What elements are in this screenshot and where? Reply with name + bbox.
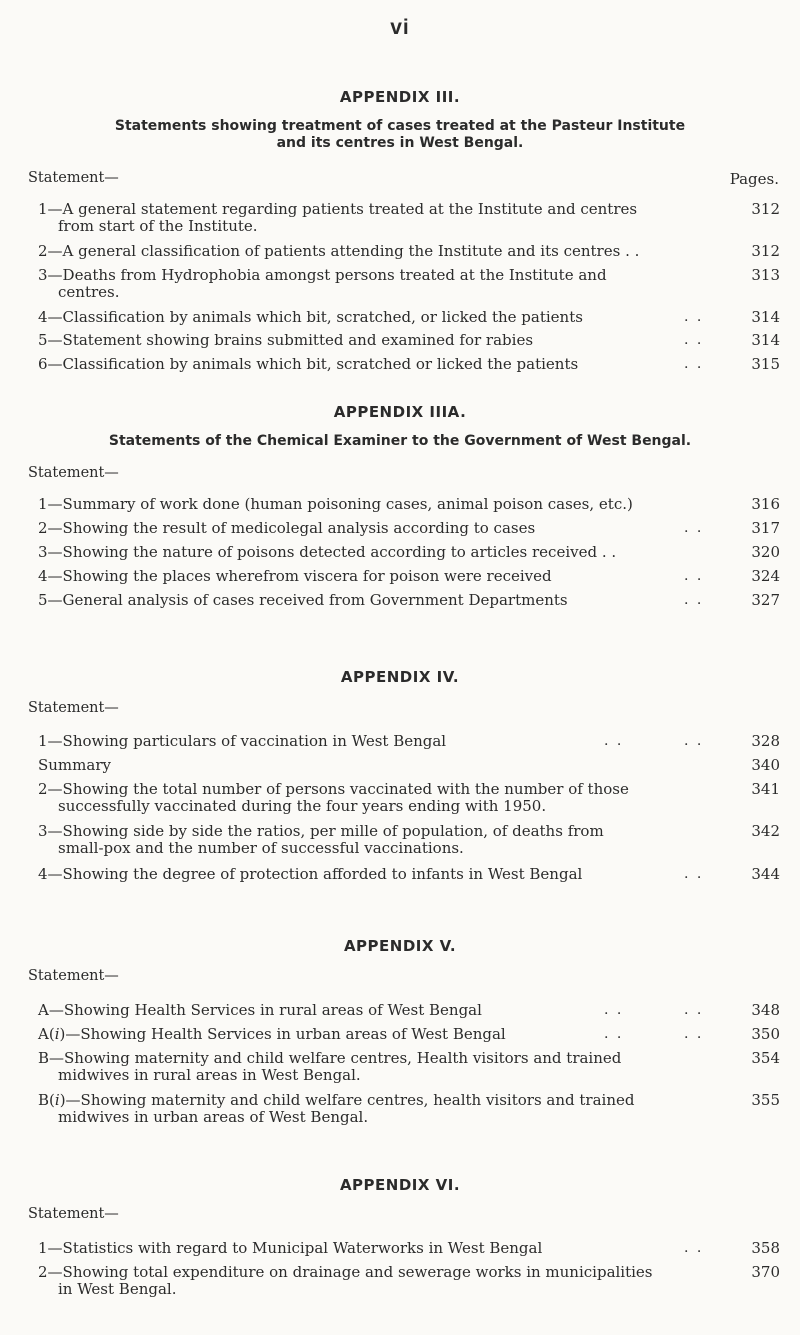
- appendix-iiia-statement-label: Statement—: [28, 465, 119, 481]
- appendix-vi-entry-2: 2—Showing total expenditure on drainage and sewerage works in municipalities in West Bengal. 370: [38, 1263, 780, 1298]
- appendix-vi-title: APPENDIX VI.: [339, 1176, 461, 1194]
- appendix-iiia-subtitle: Statements of the Chemical Examiner to the Government of West Bengal.: [108, 433, 692, 449]
- page-number: 350: [751, 1025, 780, 1043]
- page-number: 348: [751, 1001, 780, 1019]
- appendix-iii-subtitle-1: Statements showing treatment of cases treated at the Pasteur Institute: [114, 118, 686, 134]
- page-number: 341: [751, 780, 780, 798]
- appendix-iiia-title: APPENDIX IIIA.: [333, 403, 467, 421]
- appendix-vi-entry-1: 1—Statistics with regard to Municipal Waterworks in West Bengal . . 358: [38, 1239, 780, 1257]
- pages-header: Pages.: [729, 170, 779, 188]
- appendix-iii-subtitle-2: and its centres in West Bengal.: [276, 135, 524, 151]
- appendix-vi-statement-label: Statement—: [28, 1206, 119, 1222]
- appendix-v-title: APPENDIX V.: [343, 937, 457, 955]
- appendix-iv-entry-1: 1—Showing particulars of vaccination in West Bengal . . . . 328: [38, 732, 780, 750]
- appendix-iiia-entry-5: 5—General analysis of cases received from Government Departments . . 327: [38, 591, 780, 609]
- appendix-iiia-entry-3: 3—Showing the nature of poisons detected according to articles received . . 320: [38, 543, 780, 561]
- page-number: 312: [751, 242, 780, 260]
- appendix-iv-entry-4: 4—Showing the degree of protection afforded to infants in West Bengal . . 344: [38, 865, 780, 883]
- appendix-iii-entry-6: 6—Classification by animals which bit, scratched or licked the patients . . 315: [38, 355, 780, 373]
- page-number: 314: [751, 331, 780, 349]
- appendix-iv-statement-label: Statement—: [28, 700, 119, 716]
- page-number: 327: [751, 591, 780, 609]
- page-number: 313: [751, 266, 780, 284]
- appendix-iv-entry-3: 3—Showing side by side the ratios, per mille of population, of deaths from small-pox and the number of successful vaccinations. 342: [38, 822, 780, 857]
- appendix-iv-summary: Summary 340: [38, 756, 780, 774]
- page-number: 314: [751, 308, 780, 326]
- appendix-v-entry-a: A—Showing Health Services in rural areas of West Bengal . . . . 348: [38, 1001, 780, 1019]
- page-number: 355: [751, 1091, 780, 1109]
- page-number: 340: [751, 756, 780, 774]
- appendix-iii-title: APPENDIX III.: [339, 88, 461, 106]
- page-number: 320: [751, 543, 780, 561]
- page-folio: vi: [390, 16, 410, 39]
- page-number: 324: [751, 567, 780, 585]
- appendix-iii-entry-2: 2—A general classification of patients attending the Institute and its centres . . 312: [38, 242, 780, 260]
- appendix-iiia-entry-2: 2—Showing the result of medicolegal analysis according to cases . . 317: [38, 519, 780, 537]
- page-number: 370: [751, 1263, 780, 1281]
- appendix-v-entry-b-i: B(i)—Showing maternity and child welfare centres, health visitors and trained midwives in urban areas of West Bengal. 355: [38, 1091, 780, 1126]
- appendix-iii-entry-3: 3—Deaths from Hydrophobia amongst persons treated at the Institute and centres. 313: [38, 266, 780, 301]
- appendix-iiia-entry-4: 4—Showing the places wherefrom viscera for poison were received . . 324: [38, 567, 780, 585]
- appendix-iii-entry-1: 1—A general statement regarding patients treated at the Institute and centres from start of the Institute. 312: [38, 200, 780, 235]
- page-number: 344: [751, 865, 780, 883]
- appendix-iv-title: APPENDIX IV.: [340, 668, 460, 686]
- appendix-iii-entry-4: 4—Classification by animals which bit, scratched, or licked the patients . . 314: [38, 308, 780, 326]
- appendix-iiia-entry-1: 1—Summary of work done (human poisoning cases, animal poison cases, etc.) 316: [38, 495, 780, 513]
- appendix-v-entry-a-i: A(i)—Showing Health Services in urban areas of West Bengal . . . . 350: [38, 1025, 780, 1043]
- page-number: 328: [751, 732, 780, 750]
- page-number: 354: [751, 1049, 780, 1067]
- page-number: 342: [751, 822, 780, 840]
- appendix-iii-entry-5: 5—Statement showing brains submitted and examined for rabies . . 314: [38, 331, 780, 349]
- appendix-iv-entry-2: 2—Showing the total number of persons vaccinated with the number of those successfully vaccinated during the four years ending with 1950. 341: [38, 780, 780, 815]
- appendix-v-statement-label: Statement—: [28, 968, 119, 984]
- page-number: 358: [751, 1239, 780, 1257]
- page-number: 317: [751, 519, 780, 537]
- page-number: 316: [751, 495, 780, 513]
- page-number: 312: [751, 200, 780, 218]
- appendix-v-entry-b: B—Showing maternity and child welfare centres, Health visitors and trained midwives in rural areas in West Bengal. 354: [38, 1049, 780, 1084]
- appendix-iii-statement-label: Statement—: [28, 170, 119, 186]
- page-number: 315: [751, 355, 780, 373]
